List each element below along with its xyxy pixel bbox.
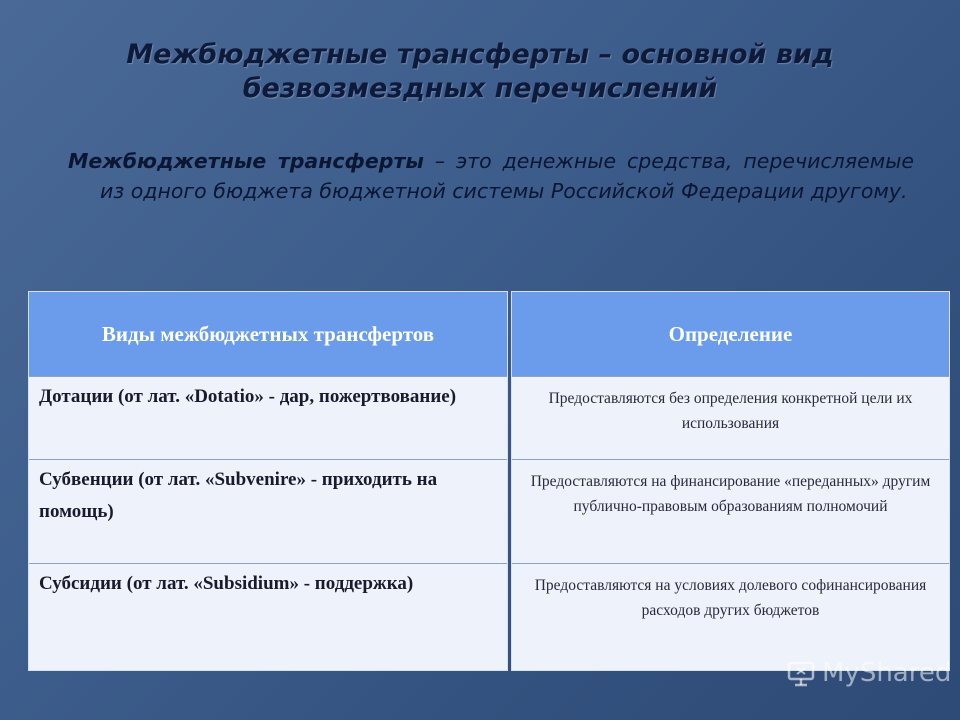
- watermark-text: MyShared: [822, 658, 952, 688]
- definition-cell-subsidies: Предоставляются на условиях долевого софинансирования расходов других бюджетов: [534, 577, 927, 619]
- types-header: Виды межбюджетных трансфертов: [29, 292, 507, 377]
- definition-text: – это денежные средства, перечисляемые из одного бюджета бюджетной системы Российской Федерации другому.: [100, 149, 914, 203]
- definition-cell-subventions: Предоставляются на финансирование «переданных» другим публично-правовым образованиям полномочий: [512, 460, 949, 564]
- type-cell-subventions: Субвенции (от лат. «Subvenire» - приходить на помощь): [29, 460, 507, 564]
- definition-term: Межбюджетные трансферты: [68, 149, 424, 173]
- myshared-logo-icon: [786, 658, 816, 688]
- definition-paragraph: [68, 146, 914, 206]
- definition-cell-dotations: Предоставляются без определения конкретной цели их использования: [512, 377, 949, 460]
- type-cell-subsidies: Субсидии (от лат. «Subsidium» - поддержка): [39, 573, 414, 594]
- slide-title: Межбюджетные трансферты – основной вид безвозмездных перечислений: [126, 39, 834, 104]
- watermark: [786, 658, 951, 688]
- types-column: [28, 291, 508, 671]
- type-cell-dotations: Дотации (от лат. «Dotatio» - дар, пожертвование): [29, 377, 507, 460]
- definition-header: Определение: [512, 292, 949, 377]
- definitions-column: [511, 291, 950, 671]
